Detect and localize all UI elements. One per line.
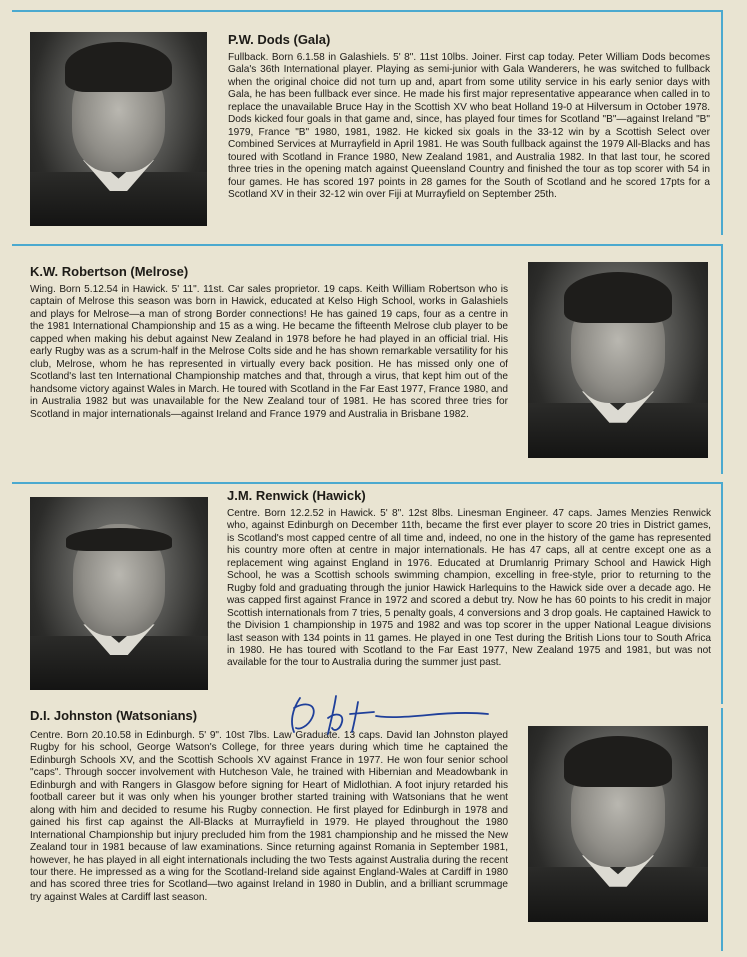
player-name-johnston: D.I. Johnston (Watsonians) <box>30 708 198 723</box>
player-name-dods: P.W. Dods (Gala) <box>228 32 331 47</box>
player-photo-robertson <box>528 262 708 458</box>
player-name-renwick: J.M. Renwick (Hawick) <box>227 488 366 503</box>
player-bio-johnston: Centre. Born 20.10.58 in Edinburgh. 5' 9". 10st 7lbs. Law Graduate. 13 caps. David Ian Johnston played Rugby for his school, George Watson's College, for three years during which time he captained the Edinburgh Schools XV, and the Scottish Schools XV against France in 1977. He won four senior school "caps". Through soccer involvement with Hutcheson Vale, he trained with Hibernian and Meadowbank in Edinburgh and with Rangers in Glasgow before signing for Heart of Midlothian. A foot injury retarded his football career but it was only when his younger brother started training with Watsonians that he went along with him and decided to resume his Rugby connection. He first played for Edinburgh in 1978 and gained his first cap against the All-Blacks at Murrayfield in 1979. He played throughout the 1980 International Championship but injury precluded him from the 1981 championship and he missed the New Zealand tour in 1981 because of law examinations. Since returning against Romania in September 1981, however, he has played in all eight internationals including the two Tests against Australia during the recent tour there. He impressed as a wing for the Scotland-Ireland side against England-Wales at Cardiff in 1980 and has scored three tries for Scotland—two against Ireland in 1980 in Dublin, and a brilliant scrummage try against Wales at Cardiff last season. <box>30 730 508 903</box>
player-bio-dods: Fullback. Born 6.1.58 in Galashiels. 5' 8". 11st 10lbs. Joiner. First cap today. Peter William Dods becomes Gala's 36th International player. Playing as semi-junior with Gala Wanderers, he was switched to fullback when the original choice did not turn up and, apart from some utility service in his early senior days with Gala, he has been fullback ever since. He made his first major representative appearance when called in to replace the unavailable Bruce Hay in the Scottish XV who beat Holland 19-0 at Hilversum in October 1978. Dods kicked four goals in that game and, since, has played four times for Scotland "B"—against Ireland "B" 1979, France "B" 1980, 1981, 1982. He kicked six goals in the 33-12 win by a Scottish Select over Combined Services at Murrayfield in April 1981. He was South fullback against the 1979 All-Blacks and has toured with Scotland in France 1980, New Zealand 1981, and Australia 1982. In that last tour, he scored three tries in the opening match against Queensland Country and finished the tour as top scorer with 54 in four games. He has scored 197 points in 28 games for the South of Scotland and he scored 17pts for a Scotland XV in their 32-12 win over Fiji at Murrayfield on September 25th. <box>228 52 710 200</box>
player-photo-dods <box>30 32 207 226</box>
player-bio-robertson: Wing. Born 5.12.54 in Hawick. 5' 11". 11st. Car sales proprietor. 19 caps. Keith William Robertson who is captain of Melrose this season was born in Hawick, educated at Kelso High School, works in Galashiels and plays for Melrose—a man of strong Border connections! He has gained 19 caps, four as a centre in the 1981 International Championship and 15 as a wing. He became the fifteenth Melrose club player to be capped when making his debut against New Zealand in 1978 before he had played in an official trial. His early Rugby was as a scrum-half in the Melrose Colts side and he has shown remarkable versatility for his club, Melrose, whom he has represented in virtually every back position. He has missed only one of Scotland's last ten International Championship matches and that, through a virus, that kept him out of the handsome victory against Wales in March. He toured with Scotland in the Far East 1977, France 1980, and in Australia 1982 but was unavailable for the New Zealand tour of 1981. He has scored three tries for Scotland in major internationals—against Ireland and France 1979 and Australia in Brisbane 1982. <box>30 284 508 420</box>
autograph-signature <box>278 688 498 748</box>
player-photo-renwick <box>30 497 208 690</box>
player-bio-renwick: Centre. Born 12.2.52 in Hawick. 5' 8". 12st 8lbs. Linesman Engineer. 47 caps. James Menzies Renwick who, against Edinburgh on December 11th, became the first ever player to score 20 tries in District games, is Scotland's most capped centre of all time and, indeed, no one in the history of the game has represented his country more often at centre in major internationals. He has 47 caps, all at centre except one as a replacement wing against England in 1976. Educated at Drumlanrig Primary School and Hawick High School, he was a Scottish schools swimming champion, excelling in free-style, prior to returning to the Rugby fold and graduating through the junior Hawick Harlequins to the Hawick side over a decade ago. He was capped first against France in 1972 and scored a debut try. Now he has 60 points to his credit in major Scottish internationals from 7 tries, 5 penalty goals, 4 conversions and 3 drop goals. He captained Hawick to the Division 1 championship in 1975 and 1982 and was top scorer in the upper National League divisions last season with 134 points in 11 games. He played in one Test during the British Lions tour to South Africa in 1980. He has toured with Scotland to the Far East 1977, New Zealand 1975 and 1981, but was not available for the tour to Australia during the summer just past. <box>227 508 711 669</box>
player-name-robertson: K.W. Robertson (Melrose) <box>30 264 189 279</box>
player-photo-johnston <box>528 726 708 922</box>
